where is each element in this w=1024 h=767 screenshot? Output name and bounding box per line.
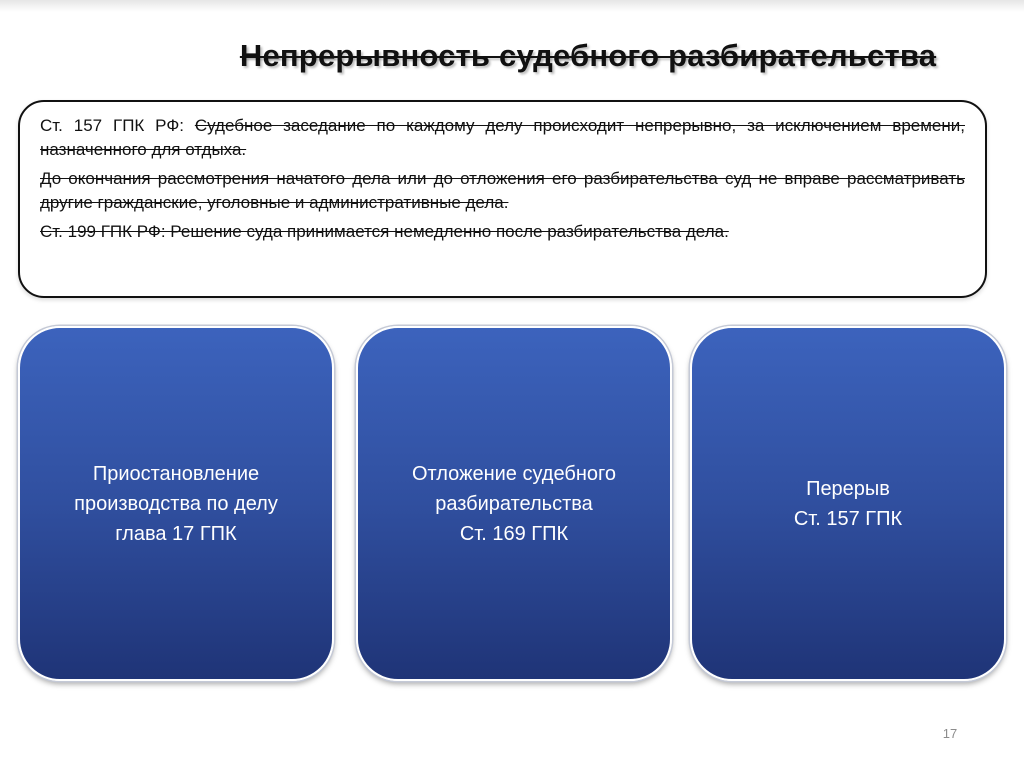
card-suspension-line-2: производства по делу bbox=[74, 492, 278, 515]
quote-text-box bbox=[18, 100, 987, 298]
card-postponement-line-1: Отложение судебного bbox=[412, 462, 616, 485]
card-postponement-line-3: Ст. 169 ГПК bbox=[459, 522, 569, 545]
card-break-line-2: Ст. 157 ГПК bbox=[793, 507, 903, 530]
paragraph-article-199: Ст. 199 ГПК РФ: Решение суда принимается немедленно после разбирательства дела. bbox=[40, 222, 729, 241]
card-suspension-line-3: глава 17 ГПК bbox=[115, 522, 237, 545]
article-157-text: Судебное заседание по каждому делу происходит непрерывно, за исключением времени, назначенного для отдыха. bbox=[40, 116, 965, 159]
card-suspension-line-1: Приостановление bbox=[92, 462, 260, 485]
article-157-prefix: Ст. 157 ГПК РФ: bbox=[40, 116, 195, 135]
paragraph-article-157 bbox=[40, 114, 965, 162]
slide-title: Непрерывность судебного разбирательства bbox=[239, 38, 937, 73]
paragraph-case-rule: До окончания рассмотрения начатого дела или до отложения его разбирательства суд не вправе рассматривать другие гражданские, уголовные и административные дела. bbox=[40, 169, 965, 212]
card-suspension-text bbox=[74, 459, 278, 549]
card-break-line-1: Перерыв bbox=[806, 477, 890, 500]
card-suspension bbox=[18, 326, 334, 681]
slide-top-shadow bbox=[0, 0, 1024, 12]
page-number: 17 bbox=[942, 726, 958, 741]
card-postponement bbox=[356, 326, 672, 681]
card-break-text bbox=[794, 474, 902, 534]
card-break bbox=[690, 326, 1006, 681]
card-postponement-line-2: разбирательства bbox=[435, 492, 593, 515]
card-postponement-text bbox=[412, 459, 616, 549]
